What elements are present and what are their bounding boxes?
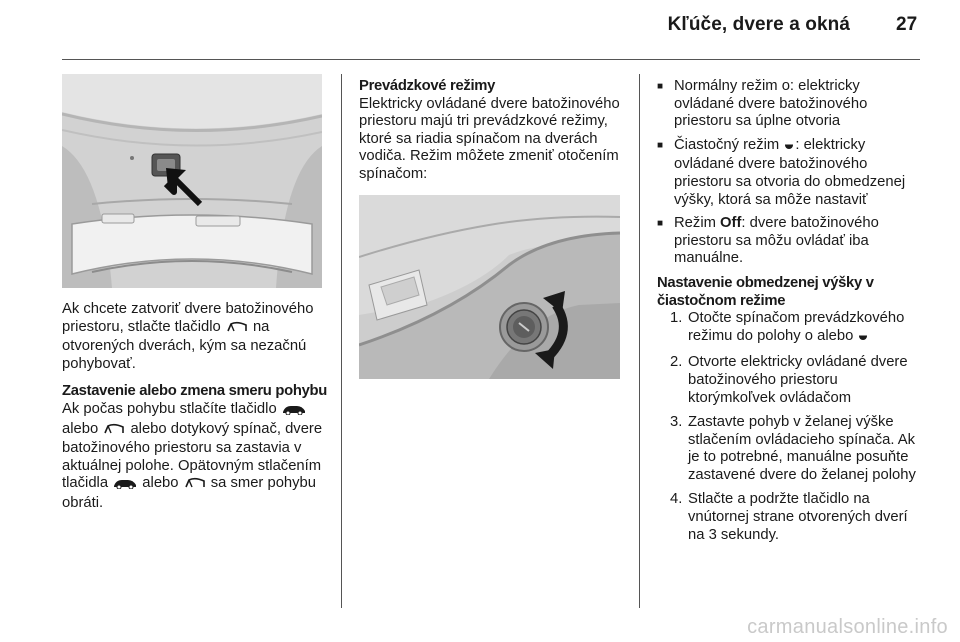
right-column — [657, 78, 922, 551]
partial-mode-icon — [858, 330, 868, 348]
page-title: Kľúče, dvere a okná — [667, 14, 850, 35]
list-item: 3. Zastavte pohyb v želanej výške stlačením ovládacieho spínača. Ak je to potrebné, manuálne posuňte zastavené dvere do želanej polohy — [670, 414, 916, 483]
tailgate-close-icon — [184, 477, 206, 495]
stop-instruction: Ak počas pohybu stlačíte tlačidlo alebo alebo dotykový spínač, dvere batožinového priestoru sa zastavia v aktuálnej polohe. Opätovným stlačením tlačidla alebo sa smer pohybu obráti. — [62, 400, 323, 511]
section-heading-modes: Prevádzkové režimy — [359, 78, 496, 94]
partial-mode-icon — [784, 139, 794, 157]
watermark: carmanualsonline.info — [747, 616, 948, 638]
bullet-square-icon: ■ — [657, 81, 664, 92]
car-key-fob-icon — [282, 403, 306, 421]
list-item: ■ Normálny režim o: elektricky ovládané dvere batožinového priestoru sa úplne otvoria — [657, 78, 868, 130]
section-heading-stop: Zastavenie alebo zmena smeru pohybu — [62, 383, 327, 400]
column-divider-left — [341, 74, 342, 608]
car-key-fob-icon — [113, 477, 137, 495]
list-item: ■ Režim Off: dvere batožinového priestoru sa môžu ovládať iba manuálne. — [657, 215, 879, 267]
mode-switch-figure — [359, 195, 620, 379]
list-item: 2. Otvorte elektricky ovládané dvere batožinového priestoru ktorýmkoľvek ovládačom — [670, 354, 908, 406]
bullet-square-icon: ■ — [657, 139, 664, 151]
list-item: 4. Stlačte a podržte tlačidlo na vnútornej strane otvorených dverí na 3 sekundy. — [670, 491, 908, 543]
tailgate-close-icon — [226, 321, 248, 339]
left-column — [62, 301, 327, 513]
bullet-square-icon: ■ — [657, 218, 664, 230]
list-item: ■ Čiastočný režim : elektricky ovládané dvere batožinového priestoru sa otvoria do obmedzenej výšky, ktorá sa môže nastaviť — [657, 136, 906, 208]
list-item: 1. Otočte spínačom prevádzkového režimu do polohy o alebo — [657, 310, 922, 347]
tailgate-button-figure — [62, 74, 322, 288]
close-instruction: Ak chcete zatvoriť dvere batožinového priestoru, stlačte tlačidlo na otvorených dverách, kým sa nezačnú pohybovať. — [62, 301, 314, 372]
tailgate-close-icon — [103, 423, 125, 441]
page-number: 27 — [896, 14, 918, 35]
middle-column — [359, 78, 627, 184]
modes-description: Elektricky ovládané dvere batožinového priestoru majú tri prevádzkové režimy, ktoré sa riadia spínačom na dverách vodiča. Režim môžete zmeniť otočením spínačom: — [359, 95, 620, 182]
column-divider-right — [639, 74, 640, 608]
header-rule — [62, 59, 920, 60]
section-heading-height: Nastavenie obmedzenej výšky v čiastočnom režime — [657, 274, 874, 309]
